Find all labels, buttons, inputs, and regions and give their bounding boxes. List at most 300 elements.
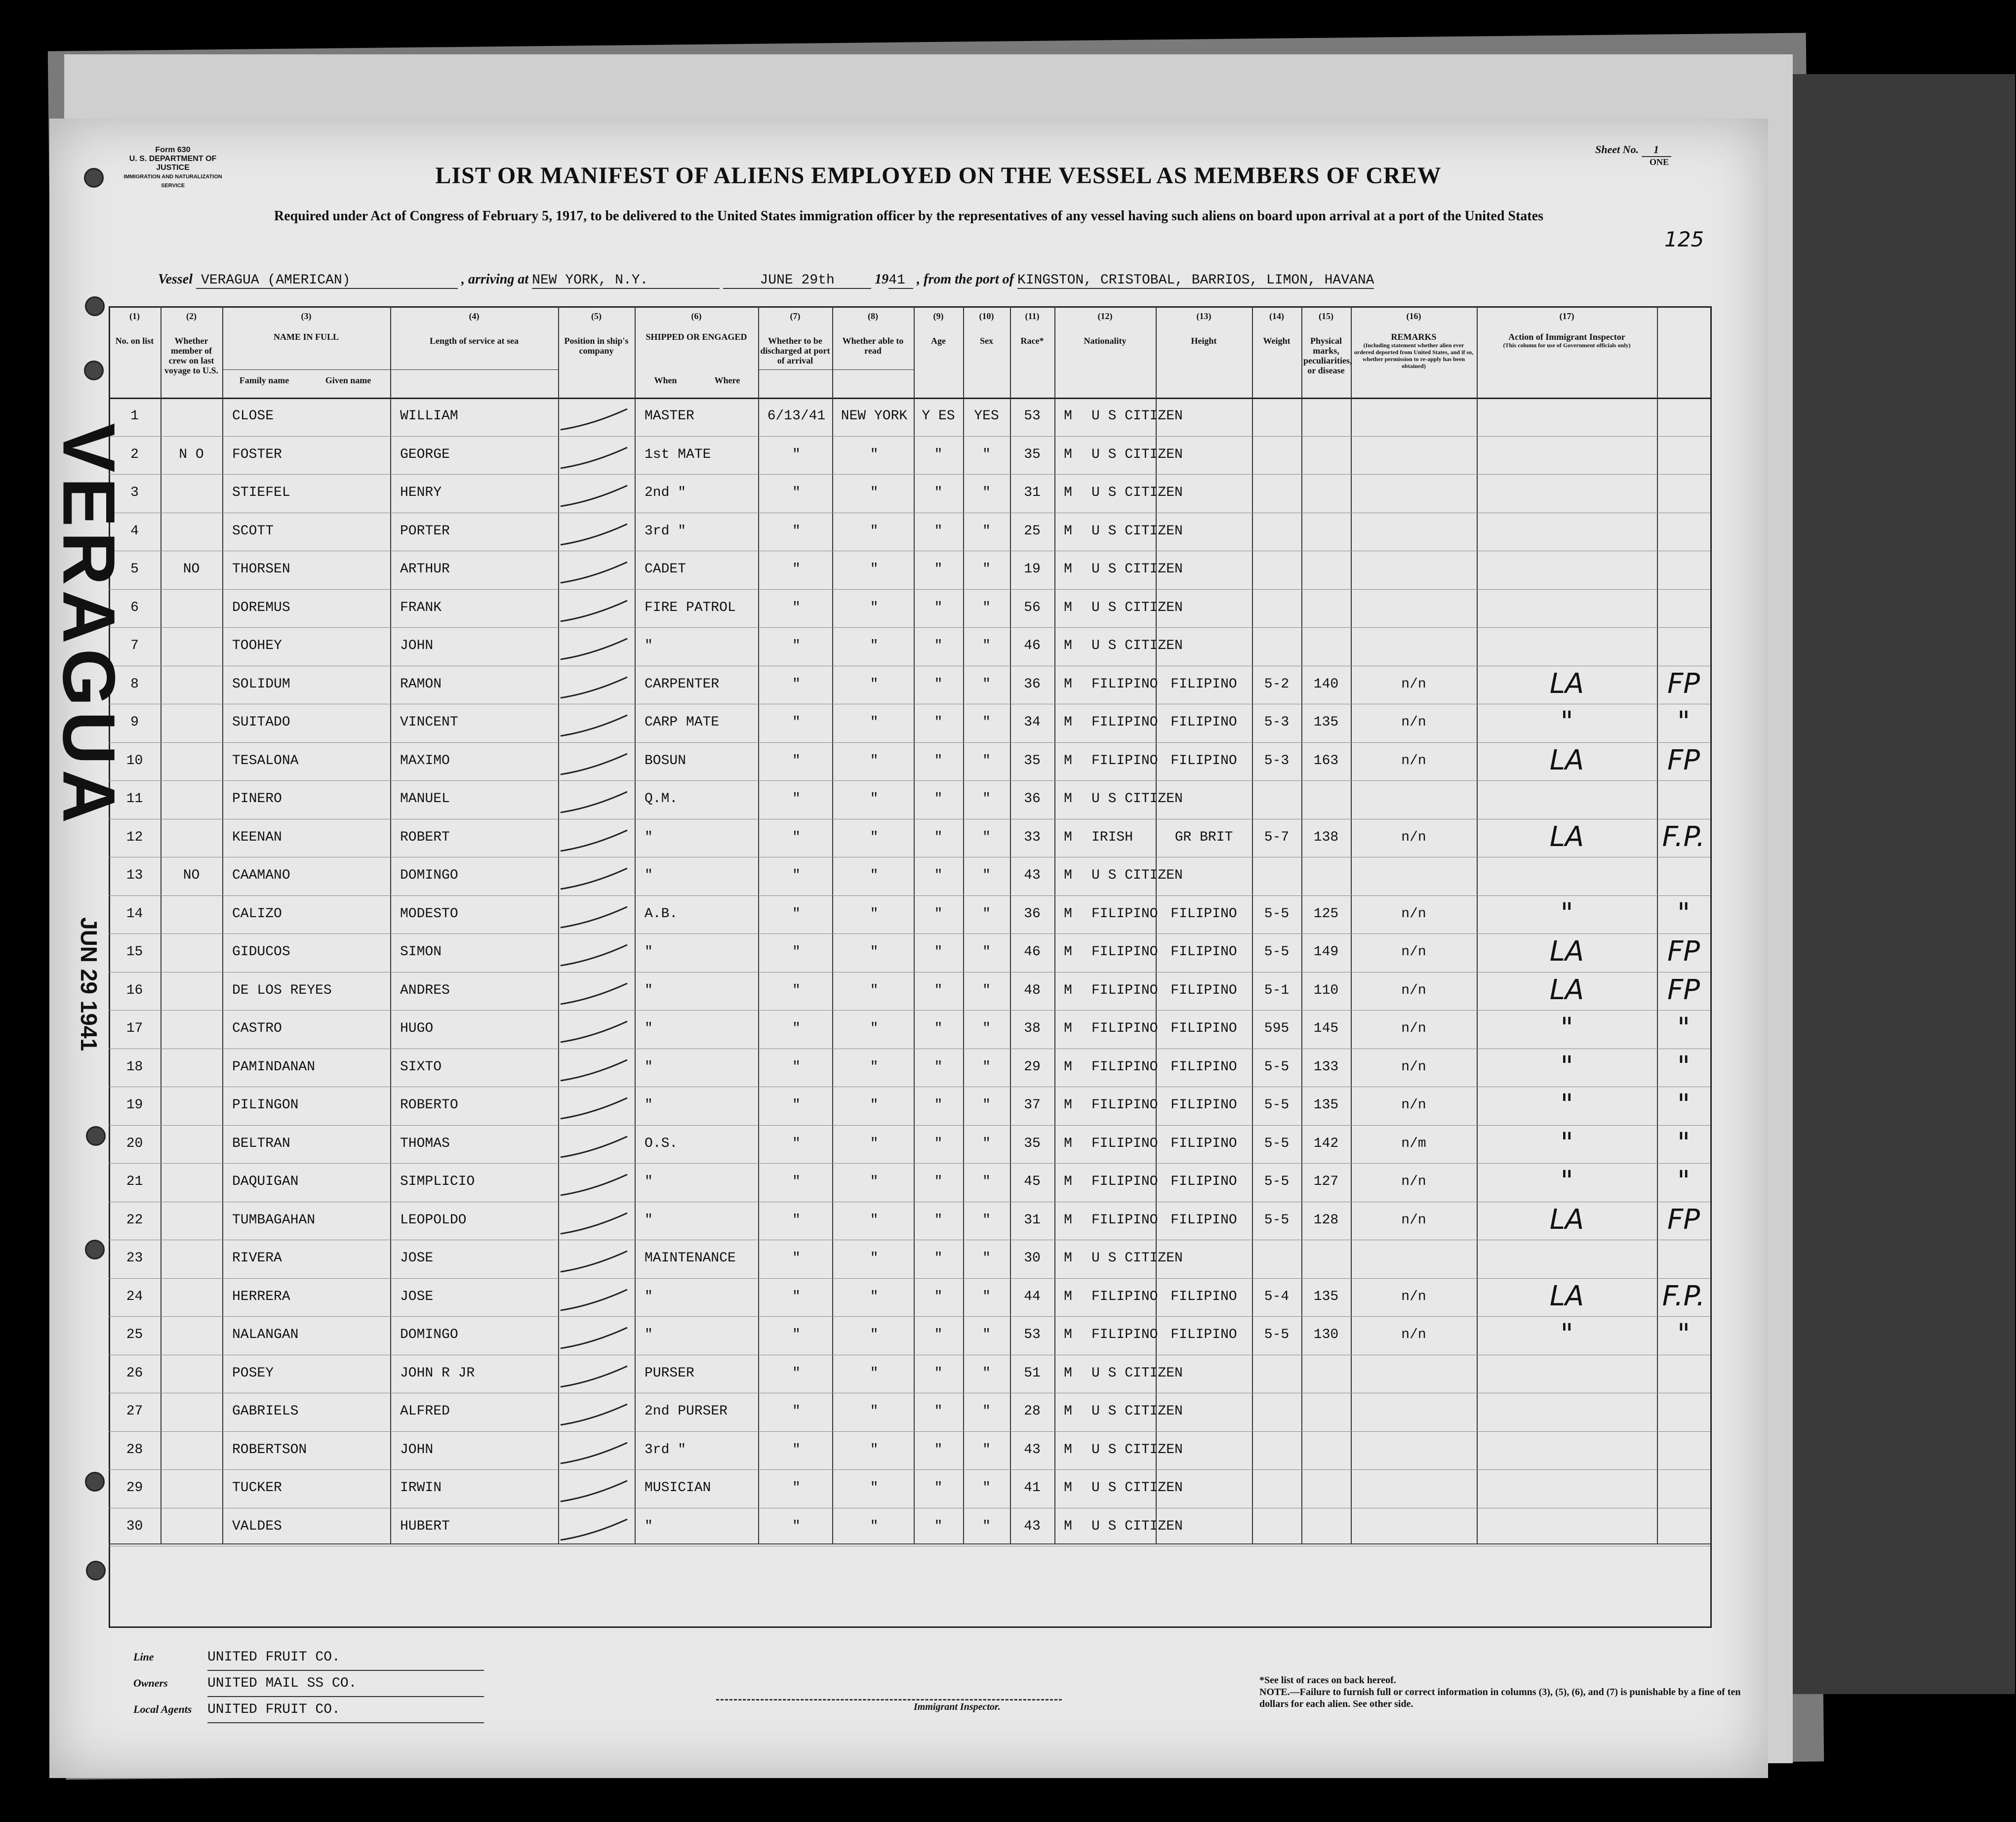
fine-note: NOTE.—Failure to furnish full or correct information in columns (3), (5), (6), and (7) is punishable by a fine of ten dollars for each alien. See other side. [1259,1687,1741,1709]
inspector-label: Immigrant Inspector. [914,1701,1001,1712]
cell-when: " [792,1097,801,1113]
subheader-divider [758,369,914,370]
column-number: (17) [1559,311,1574,321]
column-number: (9) [933,311,944,321]
cell-position: CARP MATE [645,715,720,730]
cell-height: 5-5 [1264,1212,1290,1228]
cell-discharged: " [934,485,943,500]
cell-family: CAAMANO [232,868,290,883]
cell-sex: M [1064,1404,1072,1419]
column-label: Action of Immigrant Inspector [1508,332,1625,342]
service-tick-mark [558,979,632,1009]
cell-height: 595 [1264,1021,1290,1036]
cell-read: " [982,1021,991,1036]
manifest-subtitle: Required under Act of Congress of February 5, 1917, to be delivered to the United States immigration officer by the representatives of any vessel having such aliens on board upon arrival at a port of the United States [274,208,1543,224]
cell-when: 6/13/41 [767,408,826,424]
cell-sex: M [1064,753,1072,769]
cell-family: STIEFEL [232,485,290,500]
cell-no: 16 [126,982,143,998]
arriving-label: , arriving at [461,272,529,287]
cell-action: " [1677,1318,1690,1350]
cell-age: 35 [1024,446,1041,462]
cell-age: 36 [1024,676,1041,692]
service-tick-mark [558,941,632,971]
cell-read: " [982,944,991,960]
cell-when: " [792,1174,801,1189]
cell-nat: FILIPINO [1170,1327,1237,1342]
cell-given: GEORGE [400,446,450,462]
cell-given: DOMINGO [400,868,458,883]
service-tick-mark [558,1324,632,1353]
cell-nat: FILIPINO [1170,1021,1237,1036]
service-tick-mark [558,635,632,664]
row-divider [109,742,1710,743]
column-number: (2) [186,311,197,321]
cell-position: " [645,829,653,845]
cell-discharged: " [934,1059,943,1075]
cell-where: " [870,715,879,730]
column-subheader: (This column for use of Government officials only) [1503,342,1631,349]
column-label: Sex [980,336,993,346]
ports-of-departure: KINGSTON, CRISTOBAL, BARRIOS, LIMON, HAVANA [1017,273,1374,288]
cell-read: " [982,1289,991,1304]
cell-discharged: " [934,1518,943,1534]
cell-age: 46 [1024,638,1041,653]
cell-family: SOLIDUM [232,676,290,692]
vessel-stamp [44,395,131,1052]
cell-sex: M [1064,1097,1072,1113]
row-divider [109,436,1710,437]
cell-race: FILIPINO [1091,1174,1158,1189]
cell-position: 2nd PURSER [645,1404,728,1419]
cell-race: FILIPINO [1091,1212,1158,1228]
column-subheader: Family name [239,375,289,385]
cell-action: " [1677,1050,1690,1083]
cell-position: BOSUN [645,753,686,769]
cell-discharged: " [934,1251,943,1266]
cell-read: " [982,1251,991,1266]
cell-race: U S CITIZEN [1091,1404,1183,1419]
cell-sex: M [1064,523,1072,539]
cell-where: " [870,676,879,692]
cell-family: DOREMUS [232,600,290,615]
cell-family: GIDUCOS [232,944,290,960]
row-divider [109,589,1710,590]
cell-family: POSEY [232,1365,274,1381]
cell-nat: FILIPINO [1170,1097,1237,1113]
cell-given: LEOPOLDO [400,1212,467,1228]
cell-when: " [792,982,801,998]
cell-where: " [870,753,879,769]
cell-remarks: LA [1549,1203,1584,1236]
cell-no: 12 [126,829,143,845]
row-divider [109,895,1710,896]
cell-read: " [982,562,991,577]
cell-discharged: " [934,1212,943,1228]
cell-no: 18 [126,1059,143,1075]
vessel-name: VERAGUA (AMERICAN) [196,273,458,289]
cell-no: 7 [130,638,139,653]
column-header [222,311,390,385]
cell-position: PURSER [645,1365,694,1381]
cell-remarks: " [1560,1050,1573,1083]
column-header [1351,311,1477,369]
cell-remarks: " [1560,1318,1573,1350]
cell-read: " [982,600,991,615]
cell-position: " [645,1289,653,1304]
cell-race: U S CITIZEN [1091,791,1183,807]
cell-read: " [982,1327,991,1342]
cell-where: " [870,1097,879,1113]
cell-family: TUCKER [232,1480,282,1496]
cell-action: FP [1667,1203,1700,1236]
cell-marks: n/n [1401,1327,1426,1342]
cell-weight: 135 [1313,715,1339,730]
column-number: (3) [301,311,312,321]
cell-marks: n/n [1401,676,1426,692]
column-divider [1252,306,1253,1543]
cell-when: " [792,715,801,730]
cell-race: IRISH [1091,829,1133,845]
binder-hole [85,1472,105,1492]
cell-given: MODESTO [400,906,458,922]
cell-sex: M [1064,1174,1072,1189]
cell-discharged: " [934,829,943,845]
column-label: Position in ship's company [564,336,629,356]
cell-where: " [870,1251,879,1266]
cell-read: " [982,485,991,500]
column-subheader: When [654,375,677,385]
cell-discharged: " [934,1365,943,1381]
column-label: Physical marks, peculiarities, or disease [1303,336,1352,375]
cell-position: MUSICIAN [645,1480,711,1496]
cell-sex: M [1064,1059,1072,1075]
cell-where: " [870,1135,879,1151]
column-header [914,311,963,346]
cell-height: 5-5 [1264,1174,1290,1189]
column-header [1054,311,1156,346]
cell-sex: M [1064,791,1072,807]
service-tick-mark [558,1094,632,1124]
cell-family: TUMBAGAHAN [232,1212,316,1228]
cell-sex: M [1064,906,1072,922]
cell-discharged: " [934,1021,943,1036]
cell-remarks: " [1560,1089,1573,1121]
column-header [963,311,1010,346]
cell-where: " [870,446,879,462]
cell-when: " [792,1135,801,1151]
form-number: Form 630 [155,146,191,154]
cell-age: 33 [1024,829,1041,845]
cell-remarks: LA [1549,667,1584,700]
cell-where: " [870,1174,879,1189]
column-header [1156,311,1252,346]
column-header [1477,311,1657,349]
cell-when: " [792,829,801,845]
cell-where: " [870,1365,879,1381]
sheet-word: ONE [1650,157,1669,167]
cell-nat: FILIPINO [1170,676,1237,692]
binder-hole [85,1240,105,1259]
column-label: SHIPPED OR ENGAGED [645,332,747,342]
cell-read: " [982,906,991,922]
cell-sex: M [1064,1327,1072,1342]
cell-where: " [870,1059,879,1075]
binder-hole [84,361,104,380]
service-tick-mark [558,1247,632,1277]
cell-given: JOHN [400,1442,434,1458]
cell-family: SUITADO [232,715,290,730]
column-number: (16) [1406,311,1421,321]
row-divider [109,1163,1710,1164]
cell-family: BELTRAN [232,1135,290,1151]
cell-remarks: LA [1549,820,1584,853]
cell-family: DE LOS REYES [232,982,332,998]
column-number: (12) [1097,311,1113,321]
cell-no: 29 [126,1480,143,1496]
cell-when: " [792,1212,801,1228]
cell-position: " [645,1174,653,1189]
cell-sex: M [1064,562,1072,577]
cell-given: JOSE [400,1289,434,1304]
cell-position: 1st MATE [645,446,711,462]
cell-where: " [870,1327,879,1342]
cell-where: " [870,791,879,807]
cell-when: " [792,562,801,577]
owners-value: UNITED MAIL SS CO. [207,1671,484,1697]
cell-where: " [870,1518,879,1534]
cell-position: MASTER [645,408,694,424]
cell-family: PAMINDANAN [232,1059,316,1075]
column-number: (4) [469,311,480,321]
service-tick-mark [558,1017,632,1047]
cell-race: U S CITIZEN [1091,485,1183,500]
column-label: REMARKS [1391,332,1437,342]
cell-action: " [1677,1127,1690,1159]
cell-action: F.P. [1662,1280,1705,1312]
cell-age: 45 [1024,1174,1041,1189]
cell-read: " [982,1212,991,1228]
cell-no: 6 [130,600,139,615]
cell-sex: M [1064,1365,1072,1381]
cell-age: 43 [1024,1442,1041,1458]
cell-age: 35 [1024,753,1041,769]
cell-action: " [1677,1012,1690,1044]
cell-action: " [1677,706,1690,738]
column-label: Whether member of crew on last voyage to U.S. [164,336,218,375]
column-header [832,311,914,356]
cell-where: " [870,1480,879,1496]
cell-position: 2nd " [645,485,686,500]
cell-race: U S CITIZEN [1091,446,1183,462]
cell-sex: M [1064,1442,1072,1458]
cell-race: FILIPINO [1091,982,1158,998]
cell-marks: n/n [1401,1059,1426,1075]
cell-marks: n/n [1401,715,1426,730]
cell-when: " [792,600,801,615]
cell-family: CASTRO [232,1021,282,1036]
row-divider [109,1469,1710,1470]
cell-weight: 130 [1313,1327,1339,1342]
cell-weight: 135 [1313,1289,1339,1304]
voyage-line [158,272,1738,289]
row-divider [109,933,1710,934]
column-subheader: (Including statement whether alien ever ordered deported from United States, and if so, whether permission to re-apply has been obtained) [1354,342,1474,369]
column-number: (7) [790,311,801,321]
cell-family: DAQUIGAN [232,1174,299,1189]
cell-family: NALANGAN [232,1327,299,1342]
line-label: Line [133,1651,154,1663]
cell-race: U S CITIZEN [1091,868,1183,883]
cell-where: " [870,523,879,539]
agents-value: UNITED FRUIT CO. [207,1698,484,1723]
column-label: Height [1191,336,1217,346]
cell-action: FP [1667,935,1700,968]
cell-family: RIVERA [232,1251,282,1266]
column-label: Nationality [1084,336,1127,346]
cell-sex: M [1064,829,1072,845]
row-divider [109,1125,1710,1126]
cell-read: " [982,523,991,539]
cell-family: VALDES [232,1518,282,1534]
cell-when: " [792,753,801,769]
cell-read: " [982,1135,991,1151]
cell-read: " [982,676,991,692]
column-label: NAME IN FULL [273,332,339,342]
cell-given: JOHN [400,638,434,653]
cell-discharged: " [934,1174,943,1189]
cell-read: " [982,1442,991,1458]
cell-race: U S CITIZEN [1091,638,1183,653]
stamp-date: JUN 29 1941 [76,917,102,1052]
column-header [1252,311,1301,346]
cell-marks: n/n [1401,982,1426,998]
cell-given: ROBERT [400,829,450,845]
page-number: 125 [1664,227,1704,251]
cell-sex: M [1064,446,1072,462]
row-divider [109,780,1710,781]
cell-where: " [870,829,879,845]
cell-no: 26 [126,1365,143,1381]
cell-race: U S CITIZEN [1091,562,1183,577]
cell-weight: 138 [1313,829,1339,845]
cell-sex: M [1064,982,1072,998]
cell-discharged: " [934,1442,943,1458]
cell-race: FILIPINO [1091,1327,1158,1342]
cell-remarks: LA [1549,935,1584,968]
cell-given: HUGO [400,1021,434,1036]
column-number: (8) [868,311,878,321]
cell-weight: 142 [1313,1135,1339,1151]
cell-race: FILIPINO [1091,1059,1158,1075]
cell-when: " [792,485,801,500]
service-tick-mark [558,558,632,588]
cell-sex: M [1064,1021,1072,1036]
cell-read: " [982,868,991,883]
cell-given: PORTER [400,523,450,539]
cell-height: 5-5 [1264,1135,1290,1151]
cell-given: DOMINGO [400,1327,458,1342]
line-value: UNITED FRUIT CO. [207,1645,484,1671]
cell-no: 28 [126,1442,143,1458]
service-tick-mark [558,673,632,703]
year-prefix: 19 [875,272,889,287]
column-number: (13) [1196,311,1211,321]
cell-given: ROBERTO [400,1097,458,1113]
cell-when: " [792,1480,801,1496]
cell-read: " [982,1059,991,1075]
cell-no: 9 [130,715,139,730]
cell-where: " [870,906,879,922]
cell-age: 46 [1024,944,1041,960]
cell-where: " [870,562,879,577]
column-number: (15) [1319,311,1333,321]
cell-last: NO [183,562,200,577]
cell-position: " [645,1021,653,1036]
footer-notes [1259,1674,1753,1710]
cell-height: 5-1 [1264,982,1290,998]
sheet-label: Sheet No. [1595,143,1639,156]
cell-race: FILIPINO [1091,944,1158,960]
inspector-signature-line [716,1699,1062,1701]
cell-position: O.S. [645,1135,678,1151]
cell-no: 17 [126,1021,143,1036]
service-tick-mark [558,520,632,550]
cell-where: " [870,944,879,960]
service-tick-mark [558,1056,632,1086]
service-tick-mark [558,597,632,626]
cell-read: " [982,1404,991,1419]
cell-position: MAINTENANCE [645,1251,736,1266]
cell-given: HENRY [400,485,442,500]
cell-age: 31 [1024,1212,1041,1228]
cell-discharged: " [934,1327,943,1342]
cell-nat: FILIPINO [1170,753,1237,769]
cell-action: " [1677,1165,1690,1197]
background-dark-sheet [1758,74,2015,1694]
cell-height: 5-5 [1264,1097,1290,1113]
cell-nat: GR BRIT [1174,829,1233,845]
cell-family: SCOTT [232,523,274,539]
column-number: (11) [1025,311,1040,321]
cell-when: " [792,1251,801,1266]
cell-race: FILIPINO [1091,906,1158,922]
cell-family: GABRIELS [232,1404,299,1419]
cell-discharged: " [934,715,943,730]
cell-when: " [792,1289,801,1304]
name-subcolumn-divider [390,369,391,398]
cell-where: " [870,1212,879,1228]
cell-age: 44 [1024,1289,1041,1304]
cell-no: 20 [126,1135,143,1151]
cell-where: NEW YORK [841,408,908,424]
column-divider [1351,306,1352,1543]
cell-weight: 125 [1313,906,1339,922]
binder-hole [86,1126,106,1146]
cell-height: 5-5 [1264,944,1290,960]
cell-height: 5-4 [1264,1289,1290,1304]
sheet-number: 1 [1642,143,1671,157]
column-divider [1301,306,1302,1543]
stamp-vessel-name: VERAGUA [47,423,131,828]
service-tick-mark [558,1477,632,1506]
footer-block [133,1645,484,1723]
cell-position: " [645,1059,653,1075]
cell-position: CADET [645,562,686,577]
cell-sex: M [1064,638,1072,653]
cell-where: " [870,638,879,653]
column-label: Race* [1020,336,1044,346]
